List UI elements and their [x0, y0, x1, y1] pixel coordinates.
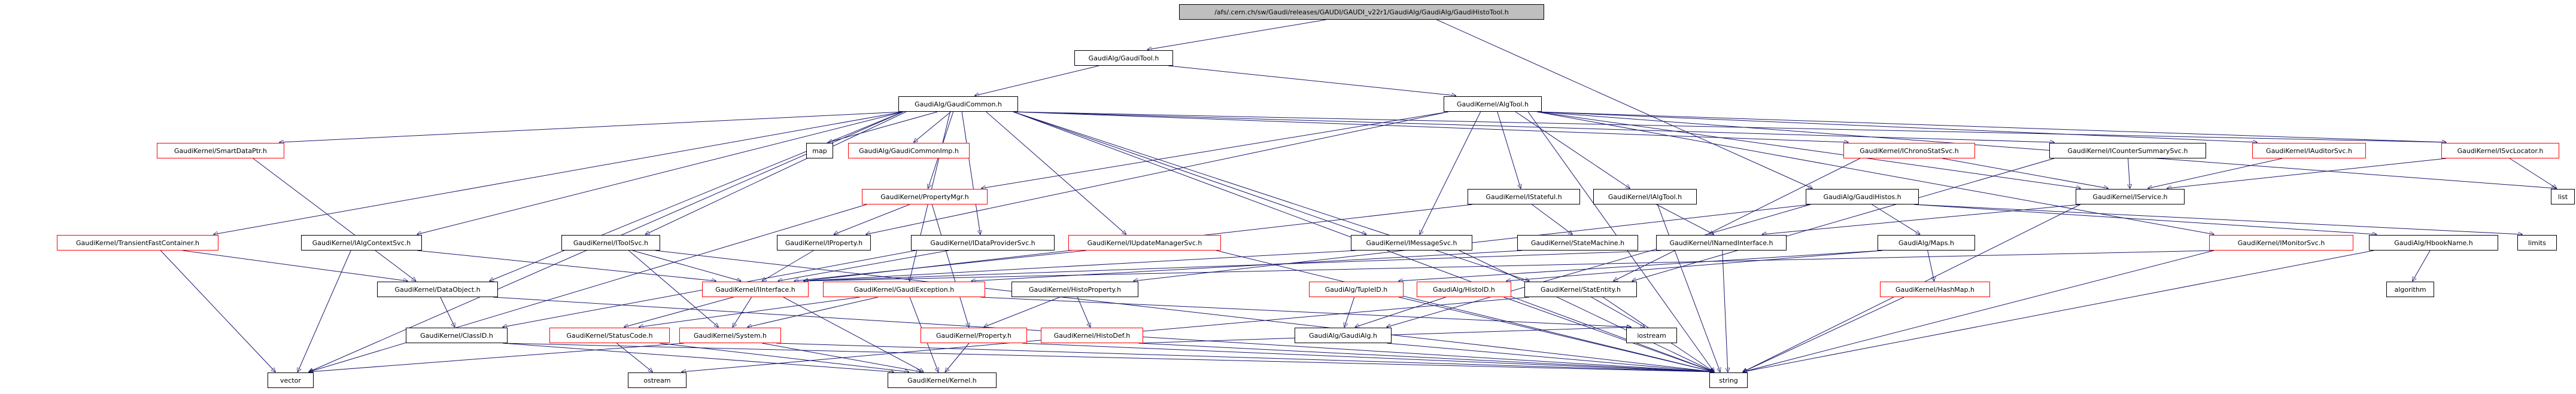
edge-histoproperty-to-property	[984, 297, 1060, 327]
edge-isvclocator-to-iservice	[2167, 158, 2446, 188]
edge-maps-to-hashmap	[1928, 251, 1934, 281]
node-classid[interactable]: GaudiKernel/ClassID.h	[406, 328, 508, 343]
edge-statuscode-to-ostream	[616, 343, 652, 372]
node-property[interactable]: GaudiKernel/Property.h	[921, 328, 1027, 343]
edge-icountersummarysvc-to-iservice	[2128, 158, 2130, 188]
edge-transientfastcontainer-to-dataobject	[183, 251, 408, 281]
node-gaudicommon[interactable]: GaudiAlg/GaudiCommon.h	[898, 96, 1018, 112]
node-maps[interactable]: GaudiAlg/Maps.h	[1878, 235, 1975, 251]
node-ialgtool[interactable]: GaudiKernel/IAlgTool.h	[1593, 189, 1697, 204]
node-propertymgr[interactable]: GaudiKernel/PropertyMgr.h	[862, 189, 988, 204]
edge-algtool-to-iproperty	[866, 112, 1448, 234]
edge-iproperty-to-iinterface	[762, 251, 813, 281]
node-gaudicommonimp[interactable]: GaudiAlg/GaudiCommonImp.h	[848, 143, 970, 158]
edge-system-to-string	[776, 343, 1714, 372]
edge-iservice-to-inamedinterface	[1762, 204, 2080, 234]
node-inamedinterface[interactable]: GaudiKernel/INamedInterface.h	[1656, 235, 1787, 251]
edge-gaudicommon-to-map	[828, 112, 937, 142]
node-statentity[interactable]: GaudiKernel/StatEntity.h	[1524, 282, 1637, 297]
node-gaudialg[interactable]: GaudiAlg/GaudiAlg.h	[1295, 328, 1392, 343]
edge-imonitorsvc-to-string	[1743, 251, 2214, 372]
node-ialgcontextsvc[interactable]: GaudiKernel/IAlgContextSvc.h	[301, 235, 422, 251]
edge-algtool-to-imessagesvc	[1420, 112, 1481, 234]
edge-root-to-gauditool	[1147, 20, 1326, 50]
edge-histodef-to-string	[1138, 343, 1714, 372]
edge-gaudihistos-to-hbookname	[1914, 204, 2377, 234]
edge-inamedinterface-to-iinterface	[804, 251, 1661, 281]
node-histoid[interactable]: GaudiAlg/HistoID.h	[1417, 282, 1511, 297]
edge-gaudiexception-to-iostream	[980, 297, 1631, 327]
node-hashmap[interactable]: GaudiKernel/HashMap.h	[1880, 282, 1990, 297]
node-iostream[interactable]: iostream	[1626, 328, 1677, 343]
edge-gaudicommon-to-transientfastcontainer	[214, 112, 903, 234]
node-string[interactable]: string	[1709, 372, 1748, 388]
edge-algtool-to-istateful	[1497, 112, 1521, 188]
edge-hashmap-to-string	[1743, 297, 1904, 372]
edge-gaudicommon-to-ialgcontextsvc	[417, 112, 903, 234]
node-gaudihistos[interactable]: GaudiAlg/GaudiHistos.h	[1806, 189, 1919, 204]
edge-ialgcontextsvc-to-vector	[297, 251, 351, 372]
edge-gaudiexception-to-system	[748, 297, 878, 327]
node-smartdataptr[interactable]: GaudiKernel/SmartDataPtr.h	[157, 143, 284, 158]
edge-inamedinterface-to-string	[1723, 251, 1728, 372]
edge-gaudicommon-to-gaudicommonimp	[914, 112, 951, 142]
edge-algtool-to-propertymgr	[982, 112, 1448, 188]
edge-gauditool-to-algtool	[1168, 66, 1456, 96]
node-kernel[interactable]: GaudiKernel/Kernel.h	[888, 372, 997, 388]
edge-gaudialg-to-string	[1387, 343, 1714, 372]
edge-imonitorsvc-to-iinterface	[804, 251, 2214, 281]
edge-itoolsvc-to-iinterface	[633, 251, 741, 281]
node-ichronostatsvc[interactable]: GaudiKernel/IChronoStatSvc.h	[1843, 143, 1975, 158]
node-transientfastcontainer[interactable]: GaudiKernel/TransientFastContainer.h	[57, 235, 218, 251]
edge-gaudiexception-to-statuscode	[639, 297, 860, 327]
node-iinterface[interactable]: GaudiKernel/IInterface.h	[702, 282, 809, 297]
node-statuscode[interactable]: GaudiKernel/StatusCode.h	[549, 328, 670, 343]
node-gaudiexception[interactable]: GaudiKernel/GaudiException.h	[823, 282, 985, 297]
edge-imessagesvc-to-iinterface	[804, 251, 1356, 281]
edge-algtool-to-isvclocator	[1537, 112, 2446, 142]
edge-idataprovidersvc-to-iinterface	[778, 251, 949, 281]
edge-itoolsvc-to-string	[655, 251, 1714, 372]
node-iauditorsvc[interactable]: GaudiKernel/IAuditorSvc.h	[2252, 143, 2366, 158]
node-algtool[interactable]: GaudiKernel/AlgTool.h	[1444, 96, 1542, 112]
root-node-root: /afs/.cern.ch/sw/Gaudi/releases/GAUDI/GAUDI_v22r1/GaudiAlg/GaudiAlg/GaudiHistoTool.h	[1179, 4, 1544, 20]
edge-ialgtool-to-string	[1657, 204, 1720, 372]
edge-istateful-to-statemachine	[1532, 204, 1573, 234]
node-algorithm[interactable]: algorithm	[2386, 282, 2434, 297]
edge-classid-to-string	[503, 343, 1714, 372]
edge-gaudicommon-to-idataprovidersvc	[962, 112, 980, 234]
node-histodef[interactable]: GaudiKernel/HistoDef.h	[1041, 328, 1143, 343]
node-histoproperty[interactable]: GaudiKernel/HistoProperty.h	[1011, 282, 1138, 297]
node-system[interactable]: GaudiKernel/System.h	[679, 328, 781, 343]
node-limits[interactable]: limits	[2517, 235, 2557, 251]
edge-hbookname-to-string	[1743, 251, 2374, 372]
node-iupdatemanagersvc[interactable]: GaudiKernel/IUpdateManagerSvc.h	[1068, 235, 1221, 251]
node-itoolsvc[interactable]: GaudiKernel/IToolSvc.h	[561, 235, 660, 251]
edge-algtool-to-ialgtool	[1515, 112, 1630, 188]
edge-gaudihistos-to-maps	[1872, 204, 1920, 234]
edge-ialgcontextsvc-to-iinterface	[417, 251, 716, 281]
edge-smartdataptr-to-dataobject	[253, 158, 416, 281]
node-vector[interactable]: vector	[268, 372, 314, 388]
edge-gaudicommon-to-itoolsvc	[646, 112, 906, 234]
node-ostream[interactable]: ostream	[628, 372, 686, 388]
edge-gaudicommon-to-statentity	[1013, 112, 1529, 281]
edge-maps-to-tupleid	[1399, 251, 1882, 281]
edge-statemachine-to-gaudiexception	[971, 251, 1522, 281]
edge-transientfastcontainer-to-vector	[160, 251, 275, 372]
node-dataobject[interactable]: GaudiKernel/DataObject.h	[377, 282, 498, 297]
node-iproperty[interactable]: GaudiKernel/IProperty.h	[777, 235, 871, 251]
node-list[interactable]: list	[2551, 189, 2575, 204]
node-isvclocator[interactable]: GaudiKernel/ISvcLocator.h	[2441, 143, 2559, 158]
edge-gaudicommon-to-smartdataptr	[280, 112, 903, 142]
edge-statentity-to-iostream	[1591, 297, 1645, 327]
edge-histoid-to-gaudialg	[1355, 297, 1446, 327]
node-statemachine[interactable]: GaudiKernel/StateMachine.h	[1517, 235, 1638, 251]
node-iservice[interactable]: GaudiKernel/IService.h	[2076, 189, 2185, 204]
edge-algtool-to-list	[1537, 112, 2556, 188]
edge-iinterface-to-kernel	[783, 297, 924, 372]
edge-propertymgr-to-iproperty	[834, 204, 909, 234]
node-istateful[interactable]: GaudiKernel/IStateful.h	[1468, 189, 1580, 204]
edge-tupleid-to-gaudialg	[1344, 297, 1354, 327]
edge-maps-to-histoid	[1506, 251, 1882, 281]
edge-gaudihistos-to-gaudialg	[1387, 204, 1811, 327]
node-hbookname[interactable]: GaudiAlg/HbookName.h	[2369, 235, 2498, 251]
edge-isvclocator-to-list	[2510, 158, 2556, 188]
edge-gaudicommon-to-iupdatemanagersvc	[986, 112, 1126, 234]
edge-dataobject-to-classid	[441, 297, 455, 327]
node-map[interactable]: map	[806, 143, 833, 158]
node-tupleid[interactable]: GaudiAlg/TupleID.h	[1309, 282, 1404, 297]
node-icountersummarysvc[interactable]: GaudiKernel/ICounterSummarySvc.h	[2049, 143, 2206, 158]
edge-gaudicommon-to-imessagesvc	[1013, 112, 1366, 234]
node-gauditool[interactable]: GaudiAlg/GaudiTool.h	[1074, 50, 1173, 66]
edge-icountersummarysvc-to-statentity	[1632, 158, 2054, 281]
node-imessagesvc[interactable]: GaudiKernel/IMessageSvc.h	[1351, 235, 1472, 251]
edge-imessagesvc-to-string	[1459, 251, 1714, 372]
edge-gaudihistos-to-limits	[1914, 204, 2522, 234]
edge-gauditool-to-gaudicommon	[975, 66, 1099, 96]
node-imonitorsvc[interactable]: GaudiKernel/IMonitorSvc.h	[2209, 235, 2353, 251]
edge-ialgtool-to-inamedinterface	[1657, 204, 1714, 234]
node-idataprovidersvc[interactable]: GaudiKernel/IDataProviderSvc.h	[911, 235, 1055, 251]
edge-hbookname-to-algorithm	[2413, 251, 2430, 281]
